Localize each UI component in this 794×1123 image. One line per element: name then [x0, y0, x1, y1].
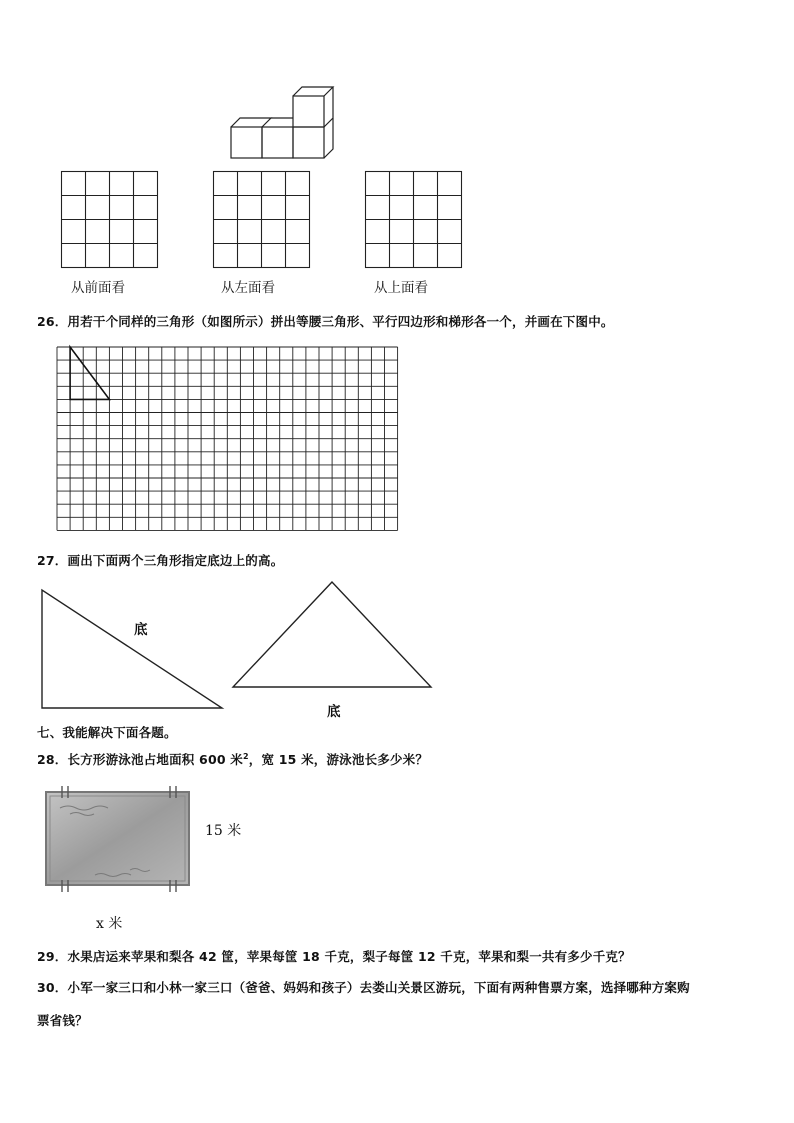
base-label-2: 底	[327, 704, 341, 720]
view-grid-left	[213, 171, 313, 271]
isosceles-triangle	[225, 577, 435, 697]
pool-length-label: x 米	[96, 916, 123, 932]
pool-picture	[40, 780, 200, 900]
section-7-heading: 七、我能解决下面各题。	[37, 725, 177, 740]
left-view-label: 从左面看	[221, 280, 275, 296]
question-28	[37, 750, 428, 768]
question-26: 26．用若干个同样的三角形（如图所示）拼出等腰三角形、平行四边形和梯形各一个，并画在下图中。	[37, 314, 614, 329]
question-28-text-before: 28．长方形游泳池占地面积 600 米	[37, 752, 243, 767]
drawing-grid	[56, 346, 401, 536]
cube-figure	[0, 0, 794, 170]
view-grid-top	[365, 171, 465, 271]
front-view-label: 从前面看	[71, 280, 125, 296]
base-label-1: 底	[134, 622, 148, 638]
view-grid-front	[61, 171, 161, 271]
question-28-sup: 2	[243, 751, 249, 761]
question-27: 27．画出下面两个三角形指定底边上的高。	[37, 553, 284, 568]
top-view-label: 从上面看	[374, 280, 428, 296]
question-28-text-after: ，宽 15 米，游泳池长多少米？	[248, 752, 429, 767]
question-30-line-1: 30．小军一家三口和小林一家三口（爸爸、妈妈和孩子）去娄山关景区游玩，下面有两种售票方案，选择哪种方案购	[37, 980, 690, 995]
pool-width-label: 15 米	[205, 823, 242, 839]
question-30-line-2: 票省钱？	[37, 1013, 88, 1028]
right-triangle	[0, 585, 230, 715]
question-29: 29．水果店运来苹果和梨各 42 筐，苹果每筐 18 千克，梨子每筐 12 千克，苹果和梨一共有多少千克？	[37, 949, 631, 964]
